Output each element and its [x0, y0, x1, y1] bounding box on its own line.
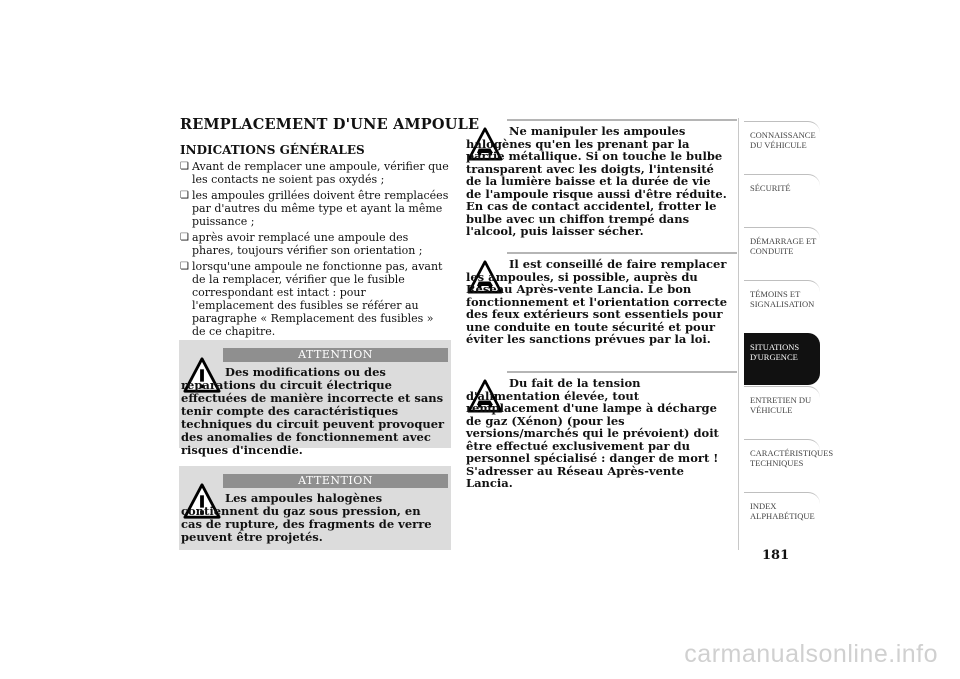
- tab-situations-urgence[interactable]: SITUATIONS D'URGENCE: [744, 333, 820, 385]
- warning-text: Les ampoules halogènes contiennent du gaz sous pression, en cas de rupture, des fragments de verre peuvent être projetés.: [181, 491, 432, 544]
- list-item: ❏ les ampoules grillées doivent être remplacées par d'autres du même type et ayant la même puissance ;: [180, 189, 450, 228]
- warning-label: ATTENTION: [223, 474, 448, 488]
- tab-entretien-vehicule[interactable]: ENTRETIEN DU VÉHICULE: [744, 386, 820, 438]
- tab-securite[interactable]: SÉCURITÉ: [744, 174, 820, 226]
- column-divider: [738, 118, 739, 550]
- list-item: ❏ Avant de remplacer une ampoule, vérifier que les contacts ne soient pas oxydés ;: [180, 160, 450, 186]
- tab-index-alphabetique[interactable]: INDEX ALPHABÉTIQUE: [744, 492, 820, 544]
- instructions-list: [180, 160, 450, 341]
- section-subtitle: INDICATIONS GÉNÉRALES: [180, 143, 365, 157]
- note-halogen-handling: [465, 119, 737, 238]
- tab-caracteristiques-techniques[interactable]: CARACTÉRISTIQUES TECHNIQUES: [744, 439, 820, 491]
- page-number: 181: [762, 548, 790, 563]
- divider: [507, 252, 737, 254]
- note-text: Il est conseillé de faire remplacer les ampoules, si possible, auprès du Réseau Après-vente Lancia. Le bon fonctionnement et l'orientation correcte des feux extérieurs sont essentiels pour une conduite en toute sécurité et pour éviter les sanctions prévues par la loi.: [466, 257, 728, 346]
- note-service-network: [465, 252, 737, 352]
- warning-label: ATTENTION: [223, 348, 448, 362]
- note-text: Du fait de la tension d'alimentation élevée, tout remplacement d'une lampe à décharge de gaz (Xénon) (pour les versions/marchés qui le prévoient) doit être effectué exclusivement par du personnel spécialisé : danger de mort ! S'adresser au Réseau Après-vente Lancia.: [466, 376, 719, 490]
- list-item: ❏ lorsqu'une ampoule ne fonctionne pas, avant de la remplacer, vérifier que le fusible correspondant est intact : pour l'emplacement des fusibles se référer au paragraphe « Remplacement des fusibles » de ce chapitre.: [180, 260, 450, 338]
- note-xenon: [465, 371, 737, 490]
- watermark: carmanualsonline.info: [684, 640, 938, 668]
- tab-demarrage-conduite[interactable]: DÉMARRAGE ET CONDUITE: [744, 227, 820, 279]
- tab-connaissance-vehicule[interactable]: CONNAISSANCE DU VÉHICULE: [744, 121, 820, 173]
- divider: [507, 371, 737, 373]
- page-title: REMPLACEMENT D'UNE AMPOULE: [180, 116, 480, 133]
- warning-box-electrical: [179, 340, 451, 457]
- divider: [507, 119, 737, 121]
- list-item: ❏ après avoir remplacé une ampoule des phares, toujours vérifier son orientation ;: [180, 231, 450, 257]
- tab-temoins-signalisation[interactable]: TÉMOINS ET SIGNALISATION: [744, 280, 820, 332]
- note-text: Ne manipuler les ampoules halogènes qu'en les prenant par la partie métallique. Si on touche le bulbe transparent avec les doigts, l'intensité de la lumière baisse et la durée de vie de l'ampoule risque aussi d'être réduite. En cas de contact accidentel, frotter le bulbe avec un chiffon trempé dans l'alcool, puis laisser sécher.: [466, 124, 727, 238]
- warning-box-halogen: [179, 466, 451, 550]
- warning-text: Des modifications ou des réparations du circuit électrique effectuées de manière incorrecte et sans tenir compte des caractéristiques techniques du circuit peuvent provoquer des anomalies de fonctionnement avec risques d'incendie.: [181, 365, 445, 457]
